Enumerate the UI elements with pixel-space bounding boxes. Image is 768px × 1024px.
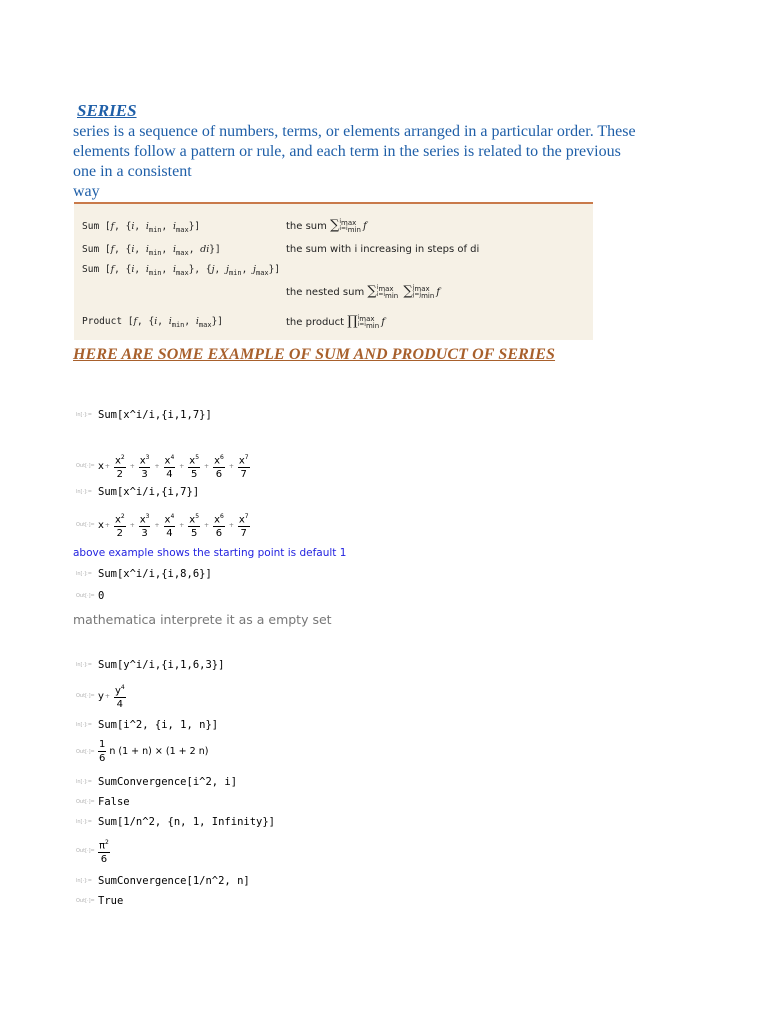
input-cell[interactable] — [76, 719, 218, 731]
output-cell — [76, 590, 104, 602]
cell-label: ln[·]:= — [76, 779, 92, 785]
intro-line: way — [73, 183, 100, 200]
intro-paragraph — [73, 122, 713, 202]
output-expression: y + $\frac{y^4}{4}$ — [98, 681, 129, 711]
intro-line: series is a sequence of numbers, terms, or elements arranged in a particular order. These — [73, 123, 636, 140]
input-cell[interactable] — [76, 659, 224, 671]
ref-row-4-desc: the product ∏ $i_{max}$ $i=i_{min}$ f — [286, 313, 385, 331]
input-cell[interactable] — [76, 409, 212, 421]
cell-label: Out[·]= — [76, 898, 95, 904]
output-cell — [76, 451, 253, 481]
cell-label: ln[·]:= — [76, 489, 92, 495]
output-cell — [76, 895, 123, 907]
cell-label: ln[·]:= — [76, 412, 92, 418]
ref-row-2-desc: the sum with i increasing in steps of di — [286, 244, 480, 255]
output-cell — [76, 738, 208, 765]
input-cell[interactable] — [76, 776, 237, 788]
cell-label: Out[·]= — [76, 522, 95, 529]
series-heading[interactable]: SERIES — [77, 101, 137, 120]
output-expression: x + $\frac{x^2}{2}$ + $\frac{x^3}{3}$ + $\frac{x^4}{4}$ + $\frac{x^5}{5}$ + $\frac{x^6}{6}$ + $\frac{x^7}{7}$ — [98, 510, 253, 540]
output-cell — [76, 681, 129, 711]
ref-row-4-code: Product [f, {i, $i_{min}$, $i_{max}$}] — [82, 316, 224, 329]
input-code[interactable]: Sum[x^i/i,{i,1,7}] — [98, 409, 212, 421]
cell-label: ln[·]:= — [76, 878, 92, 884]
cell-label: Out[·]= — [76, 748, 95, 755]
output-value: True — [98, 895, 124, 907]
input-code[interactable]: Sum[y^i/i,{i,1,6,3}] — [98, 659, 225, 671]
cell-label: Out[·]= — [76, 848, 95, 855]
input-code[interactable]: SumConvergence[1/n^2, n] — [98, 875, 250, 887]
output-cell — [76, 836, 113, 866]
output-value: False — [98, 796, 130, 808]
output-expression: $\frac{\pi^2}{6}$ — [98, 836, 113, 866]
input-code[interactable]: Sum[x^i/i,{i,7}] — [98, 486, 200, 498]
output-expression: $\frac{1}{6}$ n (1 + n) × (1 + 2 n) — [99, 739, 209, 764]
input-code[interactable]: Sum[x^i/i,{i,8,6}] — [98, 568, 212, 580]
cell-label: Out[·]= — [76, 593, 95, 599]
ref-row-3-desc: the nested sum ∑ $i_{max}$ $i=i_{min}$ ∑ $j_{max}$ $j=j_{min}$ f — [286, 283, 440, 301]
note-default-start: above example shows the starting point is default 1 — [73, 547, 347, 559]
ref-row-1-code: Sum [f, {i, $i_{min}$, $i_{max}$}] — [82, 221, 201, 234]
cell-label: ln[·]:= — [76, 662, 92, 668]
note-empty-set: mathematica interprete it as a empty set — [73, 612, 332, 627]
cell-label: ln[·]:= — [76, 571, 92, 577]
examples-heading: HERE ARE SOME EXAMPLE OF SUM AND PRODUCT OF SERIES — [73, 346, 556, 363]
cell-label: ln[·]:= — [76, 819, 92, 825]
input-code[interactable]: Sum[1/n^2, {n, 1, Infinity}] — [98, 816, 276, 828]
sum-product-reference-table — [74, 202, 593, 340]
input-cell[interactable] — [76, 875, 250, 887]
output-cell — [76, 796, 130, 808]
input-cell[interactable] — [76, 486, 199, 498]
input-code[interactable]: Sum[i^2, {i, 1, n}] — [98, 719, 219, 731]
output-value: 0 — [98, 590, 105, 602]
ref-row-2-code: Sum [f, {i, $i_{min}$, $i_{max}$, di}] — [82, 244, 221, 257]
cell-label: ln[·]:= — [76, 722, 92, 728]
output-cell — [76, 510, 253, 540]
input-code[interactable]: SumConvergence[i^2, i] — [98, 776, 238, 788]
output-expression: x + $\frac{x^2}{2}$ + $\frac{x^3}{3}$ + $\frac{x^4}{4}$ + $\frac{x^5}{5}$ + $\frac{x^6}{6}$ + $\frac{x^7}{7}$ — [98, 451, 253, 481]
intro-line: elements follow a pattern or rule, and each term in the series is related to the previous — [73, 143, 621, 160]
input-cell[interactable] — [76, 816, 275, 828]
cell-label: Out[·]= — [76, 463, 95, 470]
cell-label: Out[·]= — [76, 799, 95, 805]
ref-row-1-desc: the sum ∑ $i_{max}$ $i=i_{min}$ f — [286, 217, 367, 235]
ref-row-3-code: Sum [f, {i, $i_{min}$, $i_{max}$}, {j, $j_{min}$, $j_{max}$}] — [82, 264, 281, 277]
intro-line: one in a consistent — [73, 163, 192, 180]
input-cell[interactable] — [76, 568, 212, 580]
cell-label: Out[·]= — [76, 693, 95, 700]
output-text: n (1 + n) × (1 + 2 n) — [109, 746, 209, 757]
